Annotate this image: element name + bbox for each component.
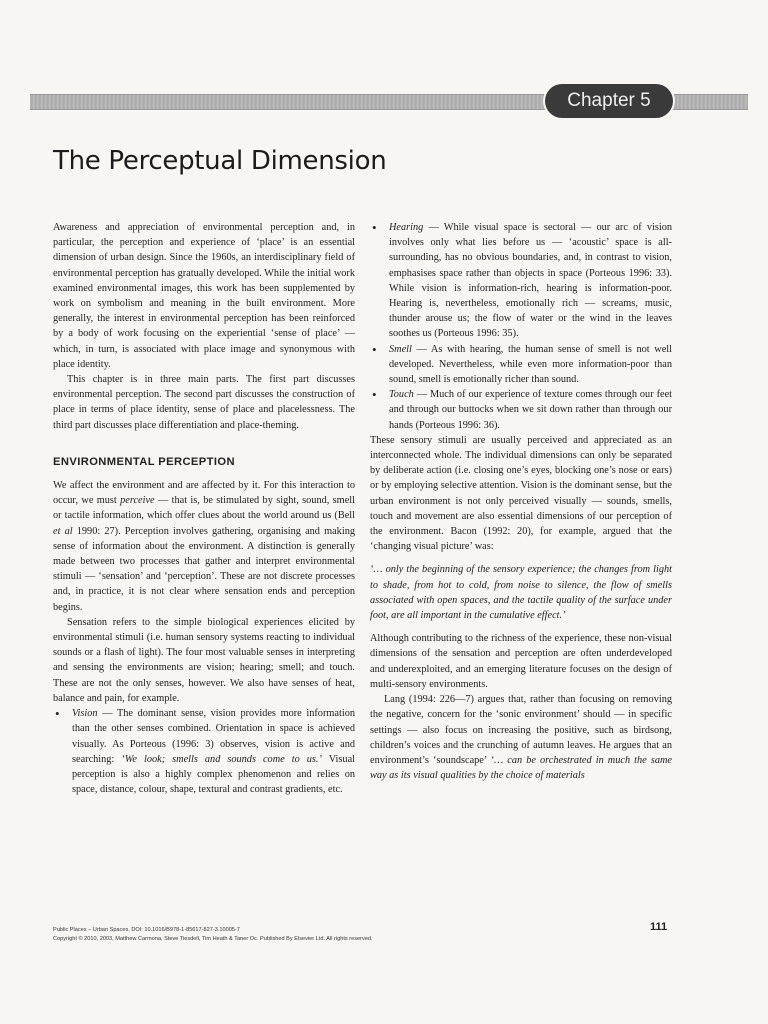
senses-list-right <box>370 220 672 433</box>
emphasis-perceive: perceive <box>120 495 155 507</box>
intro-paragraph: Awareness and appreciation of environmental perception and, in particular, the perception and experience of ‘place’ is an essential dimension of urban design. Since the 1960s, an interdisciplinary field of environmental perception has gratually developed. While the initial work examined environmental images, this work has been supplemented by work on symbolism and meaning in the built environment. More generally, the interest in environmental perception has been reinforced by a body of work focusing on the experiential ‘sense of place’ — which, in turn, is associated with place image and synonymous with place identity. <box>53 222 355 370</box>
bullet-smell <box>370 342 672 388</box>
soundscape-paragraph <box>370 692 672 783</box>
bullet-hearing <box>370 220 672 342</box>
text-run: 1990: 27). Perception involves gathering, organising and making sense of information about the environment. A distinction is generally made between two processes that gather and interpret environmental stimuli — ‘sensation’ and ‘perception’. These are not discrete processes and, in practice, it is not clear where sensation ends and perception begins. <box>53 525 355 613</box>
text-run: — As with hearing, the human sense of smell is not well developed. Nevertheless, while even more information-poor than sound, smell is emotionally richer than sound. <box>389 343 672 386</box>
text-run: Visual perception is also a highly complex phenomenon and relies on space, distance, colour, shape, textural and contrast gradients, etc. <box>72 753 355 796</box>
text-run: — that is, be stimulated by sight, sound, smell or tactile information, which offer clues about the world around us (Bell <box>53 495 355 522</box>
copyright-footer <box>53 926 473 944</box>
text-run: — The dominant sense, vision provides more information than the other senses combined. Orientation in space is achieved visually. As Porteous (1996: 3) observes, vision is active and searching: <box>72 708 355 765</box>
emphasis-et-al: et al <box>53 525 73 537</box>
text-run: Lang (1994: 226—7) argues that, rather than focusing on removing the negative, concern for the ‘sonic environment’ should — in specific settings — also focus on increasing the positive, such as birdsong, children’s voices and the crunching of autumn leaves. He argues that an environment’s ‘soundscape’ <box>370 694 672 766</box>
doi-line: Public Places – Urban Spaces. DOI: 10.1016/B978-1-85617-827-3.10005-7 <box>53 927 240 933</box>
term-smell: Smell <box>389 343 412 355</box>
section-heading: ENVIRONMENTAL PERCEPTION <box>53 455 235 468</box>
term-touch: Touch <box>389 389 414 401</box>
copyright-line: Copyright © 2010, 2003, Matthew Carmona, Steve Tiesdell, Tim Heath & Taner Oc. Published By Elsevier Ltd. All rights reserved. <box>53 936 373 942</box>
left-column <box>53 220 355 797</box>
term-hearing: Hearing <box>389 222 424 233</box>
chapter-outline-paragraph: This chapter is in three main parts. The first part discusses environmental perception. The second part discusses the construction of place in terms of place identity, sense of place and placelessness. The third part discusses place differentiation and place-theming. <box>53 374 355 431</box>
chapter-label: Chapter 5 <box>545 84 673 118</box>
text-run: We affect the environment and are affected by it. For this interaction to occur, we must <box>53 480 355 507</box>
text-run: — While visual space is sectoral — our arc of vision involves only what lies before us — ‘acoustic’ space is all-surrounding, has no obvious boundaries, and, in contrast to vision, emphasises space rather than objects in space (Porteous 1996: 33). While vision is information-rich, hearing is information-poor. Hearing is, nevertheless, emotionally rich — screams, music, thunder arouse us; the flow of water or the wind in the leaves soothes us (Porteous 1996: 35). <box>389 222 672 340</box>
inline-quote: ‘We look; smells and sounds come to us.’ <box>121 753 322 765</box>
perception-paragraph <box>53 478 355 615</box>
bullet-vision <box>53 706 355 797</box>
soundscape-quote: ‘… can be orchestrated in much the same way as its visual qualities by the choice of materials <box>370 754 672 782</box>
non-visual-paragraph: Although contributing to the richness of the experience, these non-visual dimensions of the sensation and perception are often underdeveloped and underexploited, and an emerging literature focuses on the design of multi-sensory environments. <box>370 633 672 690</box>
right-column <box>370 220 672 783</box>
bullet-touch <box>370 387 672 433</box>
page-number: 111 <box>650 921 668 933</box>
sensation-paragraph: Sensation refers to the simple biological experiences elicited by environmental stimuli (i.e. human sensory systems reacting to individual sounds or a flash of light). The four most valuable senses in interpreting and sensing the environments are vision; hearing; smell; and touch. These are not the only senses, however. We also have senses of heat, balance and pain, for example. <box>53 616 355 704</box>
chapter-title: The Perceptual Dimension <box>53 146 387 176</box>
bacon-quote: ‘… only the beginning of the sensory experience; the changes from light to shade, from hot to cold, from noise to silence, the flow of smells associated with open spaces, and the tactile quality of the surface under foot, are all important in the cumulative effect.’ <box>370 564 672 622</box>
sensory-stimuli-paragraph: These sensory stimuli are usually perceived and appreciated as an interconnected whole. The individual dimensions can only be separated by deliberate action (i.e. closing one’s eyes, blocking one’s nose or ears) or by employing selective attention. Vision is the dominant sense, but the urban environment is not only perceived visually — sounds, smells, touch and movement are also essential dimensions of our perception of the environment. Bacon (1992: 20), for example, argued that the ‘changing visual picture’ was: <box>370 434 672 553</box>
term-vision: Vision <box>72 708 98 720</box>
senses-list-left <box>53 706 355 797</box>
text-run: — Much of our experience of texture comes through our feet and through our buttocks when we sit down rather than through our hands (Porteous 1996: 36). <box>389 389 672 431</box>
